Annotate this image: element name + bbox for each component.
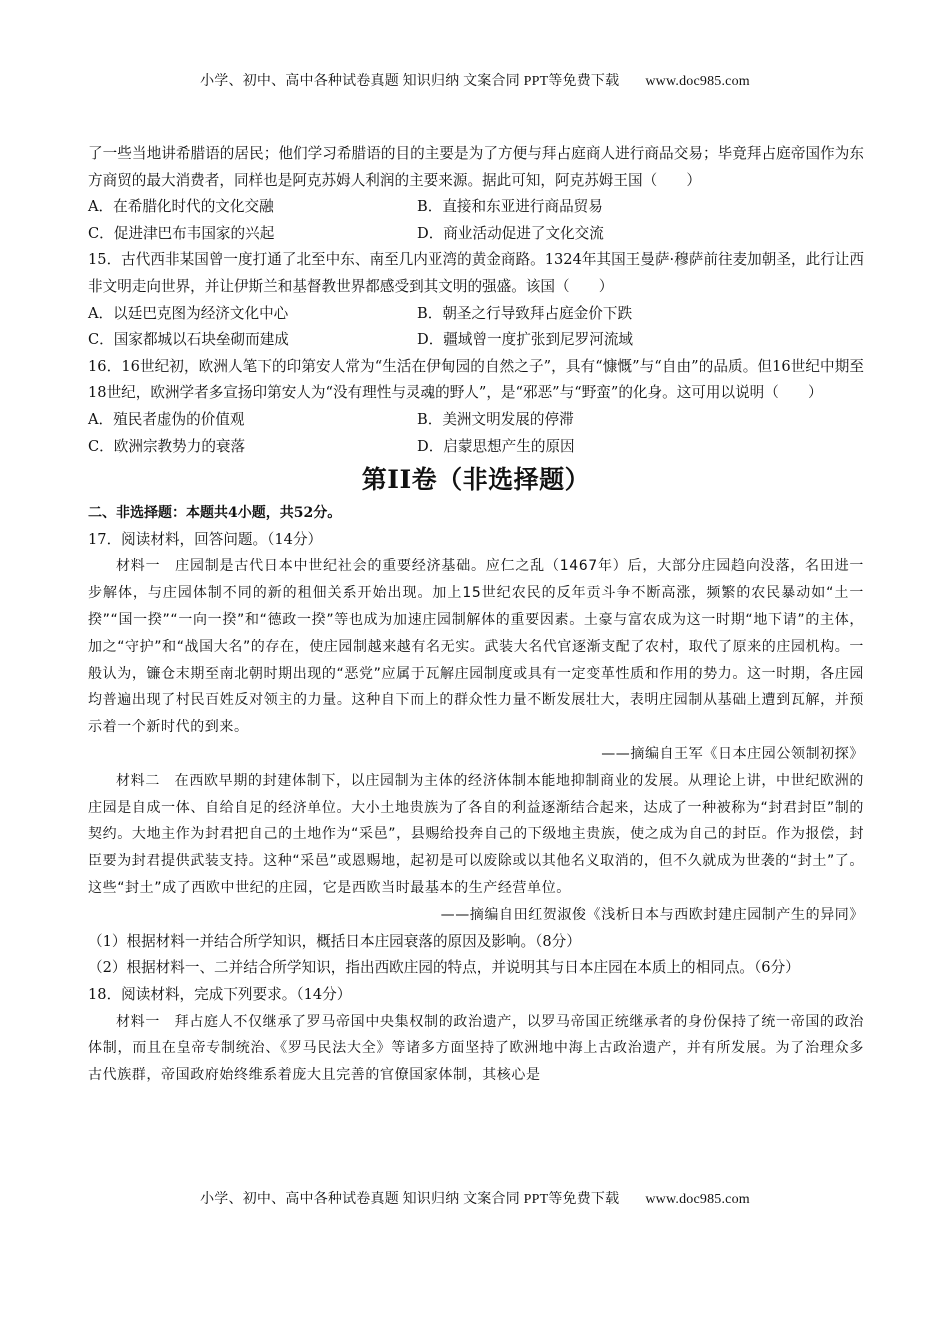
question-17-source-2: ——摘编自田红贺淑俊《浅析日本与西欧封建庄园制产生的异同》 <box>440 906 864 923</box>
option-b[interactable]: B．直接和东亚进行商品贸易 <box>417 198 603 216</box>
option-d[interactable]: D．商业活动促进了文化交流 <box>417 224 604 242</box>
header-site-link[interactable]: www.doc985.com <box>645 74 750 89</box>
question-14 <box>88 141 864 247</box>
option-d[interactable]: D．疆域曾一度扩张到尼罗河流域 <box>417 331 634 349</box>
option-b[interactable]: B．朝圣之行导致拜占庭金价下跌 <box>417 304 633 322</box>
question-17-material-1: 材料一 庄园制是古代日本中世纪社会的重要经济基础。应仁之乱（1467年）后，大部分庄园趋向没落，名田进一步解体，与庄园体制不同的新的租佃关系开始出现。加上15世纪农民的反年贡斗争不断高涨，频繁的农民暴动如“土一揆”“国一揆”“一向一揆”和“德政一揆”等也成为加速庄园制解体的重要因素。土豪与富农成为这一时期“地下请”的主体，加之“守护”和“战国大名”的存在，使庄园制越来越有名无实。武装大名代官逐渐支配了农村，取代了原来的庄园机构。一般认为，镰仓末期至南北朝时期出现的“恶党”应属于瓦解庄园制度或具有一定变革性质和作用的势力。这一时期，各庄园均普遍出现了村民百姓反对领主的力量。这种自下而上的群众性力量不断发展壮大，表明庄园制从基础上遭到瓦解，并预示着一个新时代的到来。 <box>88 558 865 736</box>
question-17-stem: 17．阅读材料，回答问题。（14分） <box>88 530 323 548</box>
option-a[interactable]: A．在希腊化时代的文化交融 <box>88 198 274 216</box>
page-header <box>0 70 950 90</box>
page-footer <box>0 1188 950 1208</box>
question-14-options <box>88 194 864 247</box>
question-17-source-1: ——摘编自王军《日本庄园公领制初探》 <box>601 745 864 762</box>
question-16-options <box>88 407 864 460</box>
question-16-stem: 16．16世纪初，欧洲人笔下的印第安人常为“生活在伊甸园的自然之子”，具有“慷慨”与“自由”的品质。但16世纪中期至18世纪，欧洲学者多宣扬印第安人为“没有理性与灵魂的野人”，是“邪恶”与“野蛮”的化身。这可用以说明（ ） <box>88 357 864 402</box>
question-15-options <box>88 301 864 354</box>
question-17-sub-1: （1）根据材料一并结合所学知识，概括日本庄园衰落的原因及影响。（8分） <box>88 932 581 950</box>
option-d[interactable]: D．启蒙思想产生的原因 <box>417 437 575 455</box>
question-18-material-1: 材料一 拜占庭人不仅继承了罗马帝国中央集权制的政治遗产，以罗马帝国正统继承者的身份保持了统一帝国的政治体制，而且在皇帝专制统治、《罗马民法大全》等诸多方面坚持了欧洲地中海上古政治遗产，并有所发展。为了治理众多古代族群，帝国政府始终维系着庞大且完善的官僚国家体制，其核心是 <box>88 1013 864 1084</box>
section-instruction: 二、非选择题：本题共4小题，共52分。 <box>88 505 342 522</box>
question-17-material-2: 材料二 在西欧早期的封建体制下，以庄园制为主体的经济体制本能地抑制商业的发展。从理论上讲，中世纪欧洲的庄园是自成一体、自给自足的经济单位。大小土地贵族为了各自的利益逐渐结合起来，达成了一种被称为“封君封臣”制的契约。大地主作为封君把自己的土地作为“采邑”，县赐给投奔自己的下级地主贵族，使之成为自己的封臣。作为报偿，封臣要为封君提供武装支持。这种“采邑”或恩赐地，起初是可以废除或以其他名义取消的，但不久就成为世袭的“封土”了。这些“封土”成了西欧中世纪的庄园，它是西欧当时最基本的生产经营单位。 <box>88 772 865 897</box>
option-a[interactable]: A．殖民者虚伪的价值观 <box>88 410 245 428</box>
question-14-stem: 了一些当地讲希腊语的居民；他们学习希腊语的目的主要是为了方便与拜占庭商人进行商品交易；毕竟拜占庭帝国作为东方商贸的最大消费者，同样也是阿克苏姆人利润的主要来源。据此可知，阿克苏姆王国（ ） <box>88 145 864 189</box>
footer-site-link[interactable]: www.doc985.com <box>645 1192 750 1207</box>
question-17-sub-2: （2）根据材料一、二并结合所学知识，指出西欧庄园的特点，并说明其与日本庄园在本质上的相同点。（6分） <box>88 959 800 977</box>
option-c[interactable]: C．国家都城以石块垒砌而建成 <box>88 331 289 349</box>
footer-text: 小学、初中、高中各种试卷真题 知识归纳 文案合同 PPT等免费下载 <box>200 1192 620 1207</box>
option-c[interactable]: C．欧洲宗教势力的衰落 <box>88 437 246 455</box>
question-15 <box>88 247 864 353</box>
exam-content <box>88 141 864 1089</box>
question-18-stem: 18．阅读材料，完成下列要求。（14分） <box>88 986 352 1004</box>
option-b[interactable]: B．美洲文明发展的停滞 <box>417 410 574 428</box>
question-16 <box>88 354 864 460</box>
header-text: 小学、初中、高中各种试卷真题 知识归纳 文案合同 PPT等免费下载 <box>200 74 620 89</box>
option-a[interactable]: A．以廷巴克图为经济文化中心 <box>88 304 289 322</box>
section-title: 第II卷（非选择题） <box>361 465 591 495</box>
question-18 <box>88 982 864 1089</box>
option-c[interactable]: C．促进津巴布韦国家的兴起 <box>88 224 275 242</box>
question-17 <box>88 527 864 982</box>
question-15-stem: 15．古代西非某国曾一度打通了北至中东、南至几内亚湾的黄金商路。1324年其国王曼萨·穆萨前往麦加朝圣，此行让西非文明走向世界，并让伊斯兰和基督教世界都感受到其文明的强盛。该国（ ） <box>88 251 864 295</box>
